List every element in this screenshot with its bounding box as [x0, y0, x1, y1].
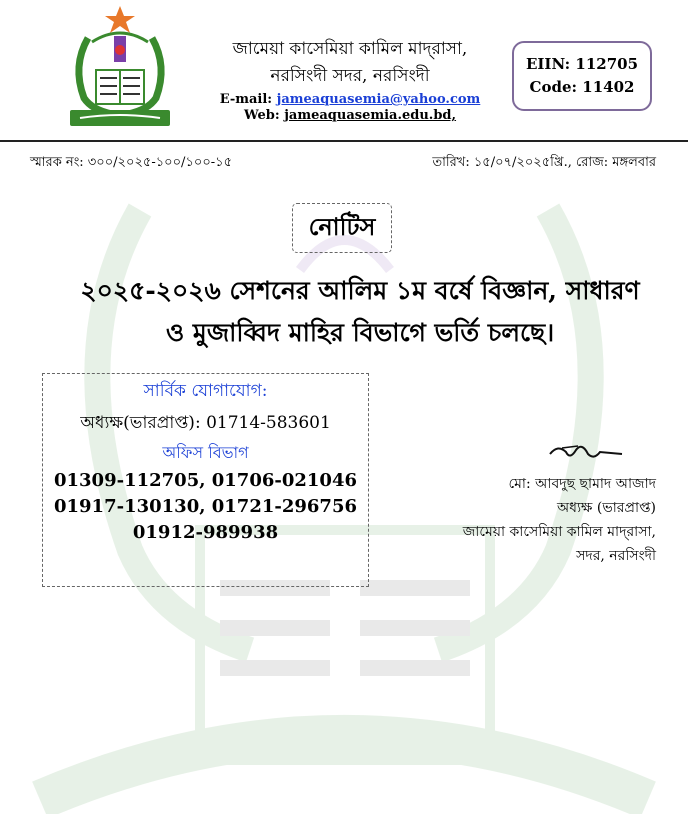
web-row — [190, 108, 510, 124]
memo-reference: স্মারক নং: ৩০০/২০২৫-১০০/১০০-১৫ — [30, 155, 233, 170]
institution-line-2: নরসিংদী সদর, নরসিংদী — [270, 66, 430, 86]
office-heading: অফিস বিভাগ — [162, 443, 249, 462]
madrasa-logo-emblem — [62, 6, 178, 128]
email-label: E-mail: — [219, 92, 273, 107]
institution-contact — [190, 92, 510, 124]
office-numbers-line-2: 01917-130130, 01721-296756 — [53, 496, 357, 517]
contact-heading: সার্বিক যোগাযোগ: — [143, 381, 268, 401]
institution-code: Code: 11402 — [529, 78, 635, 96]
notice-line-2: ও মুজাব্বিদ মাহির বিভাগে ভর্তি চলছে। — [165, 318, 555, 347]
office-numbers-line-3: 01912-989938 — [132, 522, 279, 543]
email-row — [190, 92, 510, 108]
office-numbers-line-1: 01309-112705, 01706-021046 — [53, 470, 357, 491]
eiin-code-box — [512, 41, 652, 111]
web-label: Web: — [243, 108, 280, 123]
notice-line-1: ২০২৫-২০২৬ সেশনের আলিম ১ম বর্ষে বিজ্ঞান, সাধারণ — [80, 276, 640, 305]
notice-headline — [40, 270, 680, 354]
institution-name — [190, 36, 510, 90]
signatory-block — [396, 472, 656, 568]
signatory-location: সদর, নরসিংদী — [576, 548, 656, 564]
header-divider — [0, 140, 688, 142]
notice-title: নোটিস — [292, 203, 392, 253]
email-link[interactable]: jameaquasemia@yahoo.com — [276, 92, 481, 107]
institution-line-1: জামেয়া কাসেমিয়া কামিল মাদ্‌রাসা, — [232, 39, 468, 59]
eiin-number: EIIN: 112705 — [525, 55, 639, 73]
signatory-institution: জামেয়া কাসেমিয়া কামিল মাদ্‌রাসা, — [462, 524, 656, 540]
signature-mark — [548, 440, 624, 466]
signatory-name: মো: আবদুছ ছামাদ আজাদ — [508, 476, 656, 492]
memo-date: তারিখ: ১৫/০৭/২০২৫খ্রি., রোজ: মঙ্গলবার — [432, 155, 656, 170]
web-link[interactable]: jameaquasemia.edu.bd, — [284, 108, 457, 123]
contact-box — [42, 373, 369, 587]
principal-contact: অধ্যক্ষ(ভারপ্রাপ্ত): 01714-583601 — [80, 413, 331, 433]
signatory-designation: অধ্যক্ষ (ভারপ্রাপ্ত) — [557, 500, 656, 516]
